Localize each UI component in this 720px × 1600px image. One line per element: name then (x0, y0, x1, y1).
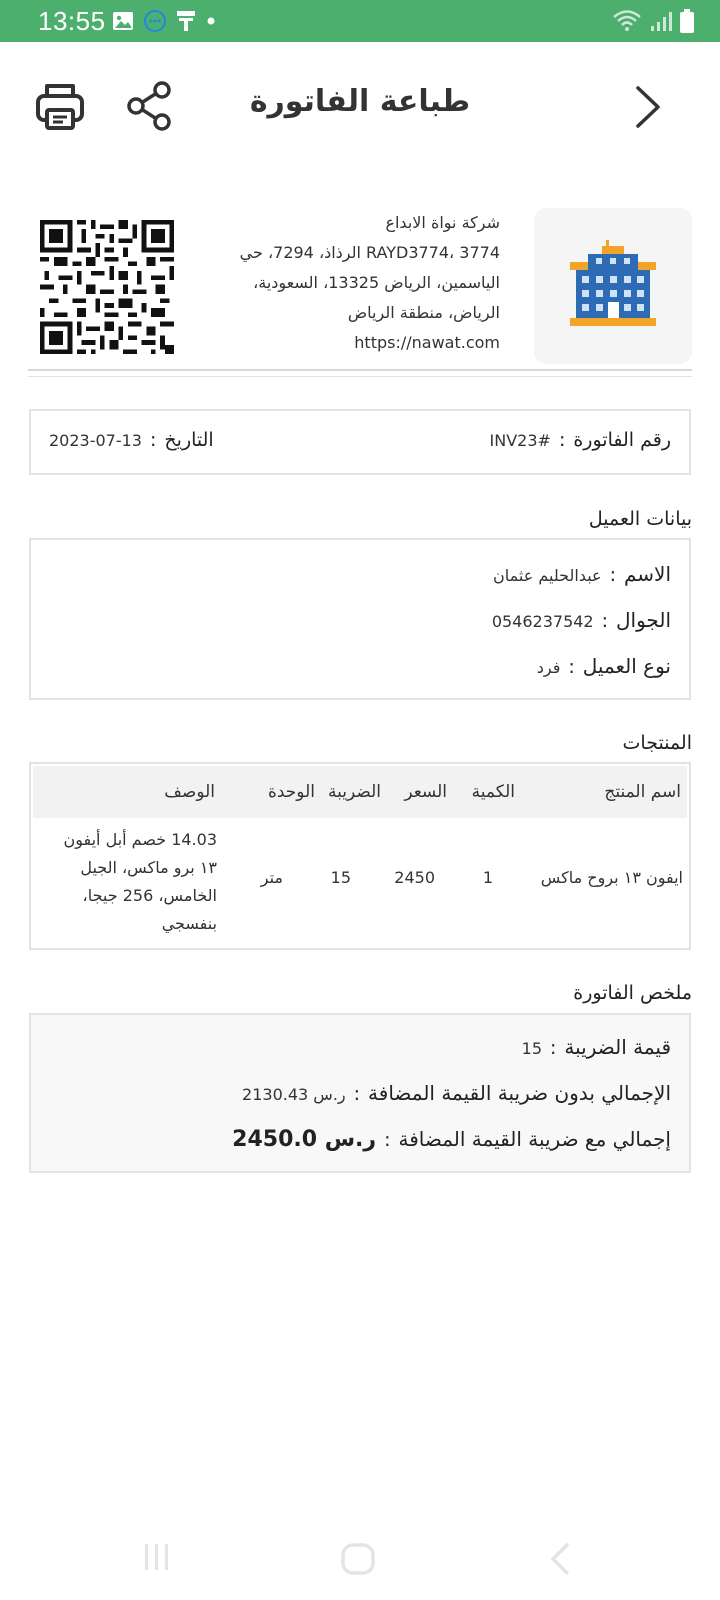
company-address-line1: 3774 ،RAYD3774 الرذاذ، 7294، حي (239, 243, 500, 262)
invoice-date (49, 429, 214, 451)
customer-name-value: عبدالحليم عثمان (493, 566, 602, 585)
header-divider-secondary (28, 376, 692, 377)
tax-value: 15 (521, 1039, 542, 1058)
cell-unit: متر (260, 868, 283, 887)
status-system-icons (612, 8, 694, 34)
invoice-date-value: 2023-07-13 (49, 431, 142, 450)
colon: : (568, 656, 575, 678)
total-row (232, 1127, 671, 1152)
subtotal-value: 2130.43 ر.س (242, 1085, 346, 1104)
colon: : (558, 429, 566, 451)
page-title: طباعة الفاتورة (249, 84, 471, 119)
cell-description (63, 826, 217, 938)
home-button[interactable] (340, 1542, 376, 1580)
total-label: إجمالي مع ضريبة القيمة المضافة (398, 1127, 671, 1151)
cell-tax: 15 (330, 868, 351, 887)
status-bar (0, 0, 720, 42)
customer-name-row (493, 562, 671, 586)
description-line: الخامس، 256 جيجا، (82, 886, 217, 905)
back-arrow-icon (548, 1542, 572, 1576)
status-notification-icons (112, 9, 216, 33)
company-name: شركة نواة الابداع (385, 213, 500, 232)
customer-type-value: فرد (536, 658, 561, 677)
header-product-name: اسم المنتج (604, 782, 681, 802)
invoice-meta-card (29, 409, 691, 475)
recent-apps-icon (142, 1542, 172, 1572)
header-divider (28, 369, 692, 371)
header-unit: الوحدة (267, 782, 315, 802)
app-bar (0, 42, 720, 172)
colon: : (384, 1129, 391, 1151)
invoice-number-value: INV23# (489, 431, 551, 450)
description-line: بنفسجي (161, 914, 217, 933)
tax-row (522, 1035, 671, 1059)
chevron-right-icon (630, 82, 666, 132)
header-description: الوصف (164, 782, 215, 802)
summary-section-title: ملخص الفاتورة (573, 982, 692, 1004)
customer-name-label: الاسم (623, 562, 671, 586)
company-website: https://nawat.com (354, 333, 500, 352)
colon: : (609, 564, 616, 586)
company-logo (534, 208, 692, 364)
invoice-number (490, 429, 671, 451)
battery-icon (680, 9, 694, 33)
home-icon (340, 1542, 376, 1576)
back-button[interactable] (630, 82, 666, 132)
customer-type-label: نوع العميل (582, 654, 671, 678)
colon: : (601, 610, 609, 632)
system-nav-bar (0, 1520, 720, 1600)
products-table (29, 762, 691, 950)
tax-label: قيمة الضريبة (564, 1035, 671, 1059)
table-header (33, 766, 687, 818)
recent-apps-button[interactable] (142, 1542, 172, 1576)
cell-price: 2450 (394, 868, 435, 887)
invoice-date-label: التاريخ (164, 429, 214, 451)
description-line: ١٣ برو ماكس، الجيل (80, 858, 217, 877)
status-time: 13:55 (38, 6, 106, 36)
company-address-line3: الرياض، منطقة الرياض (347, 303, 500, 322)
total-value: 2450.0 ر.س (232, 1127, 377, 1152)
dot-icon (206, 16, 216, 26)
colon: : (353, 1083, 361, 1105)
summary-card (29, 1013, 691, 1173)
image-icon (112, 11, 134, 31)
customer-section-title: بيانات العميل (588, 508, 692, 530)
colon: : (550, 1037, 557, 1059)
company-info (200, 208, 500, 358)
signal-icon (650, 10, 672, 32)
system-back-button[interactable] (548, 1542, 572, 1580)
header-quantity: الكمية (471, 782, 515, 802)
subtotal-label: الإجمالي بدون ضريبة القيمة المضافة (368, 1081, 671, 1105)
subtotal-row (242, 1081, 671, 1105)
wifi-icon (612, 9, 642, 33)
messenger-icon (144, 10, 166, 32)
header-tax: الضريبة (327, 782, 381, 802)
customer-type-row (537, 654, 671, 678)
customer-phone-value: 0546237542 (491, 612, 594, 631)
colon: : (149, 429, 157, 451)
customer-phone-row (492, 608, 671, 632)
paint-roller-icon (176, 10, 196, 32)
invoice-number-label: رقم الفاتورة (573, 429, 671, 451)
customer-card (29, 538, 691, 700)
header-price: السعر (404, 782, 447, 802)
cell-quantity: 1 (482, 868, 493, 887)
company-address-line2: الياسمين، الرياض 13325، السعودية، (253, 273, 500, 292)
description-line: 14.03 خصم أبل أيفون (63, 830, 217, 849)
customer-phone-label: الجوال (616, 608, 671, 632)
products-section-title: المنتجات (622, 732, 692, 754)
company-header (28, 208, 692, 368)
building-icon (568, 240, 658, 330)
cell-product-name: ايفون ١٣ بروح ماكس (540, 868, 683, 887)
qr-code (40, 220, 174, 354)
